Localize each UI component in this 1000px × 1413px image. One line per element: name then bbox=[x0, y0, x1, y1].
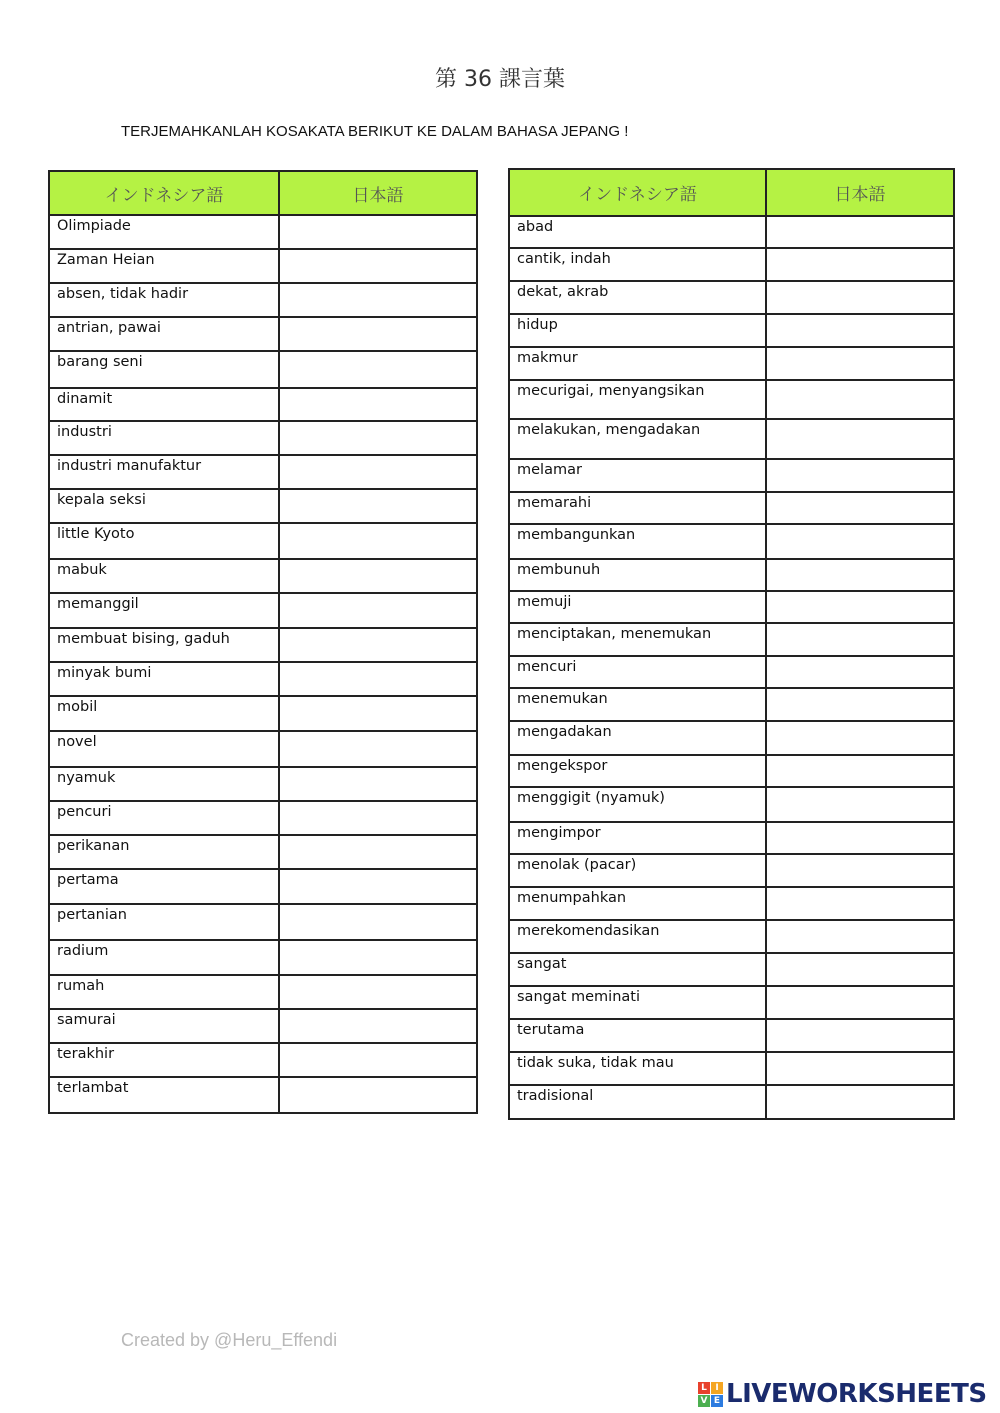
japanese-answer-field[interactable] bbox=[766, 380, 954, 419]
japanese-answer-field[interactable] bbox=[766, 459, 954, 492]
table-row bbox=[509, 248, 954, 281]
indonesian-word: mecurigai, menyangsikan bbox=[509, 380, 766, 419]
japanese-answer-field[interactable] bbox=[766, 216, 954, 248]
table-row bbox=[49, 904, 477, 940]
table-row bbox=[509, 492, 954, 524]
indonesian-word: minyak bumi bbox=[49, 662, 279, 696]
table-row bbox=[49, 421, 477, 455]
indonesian-word: tradisional bbox=[509, 1085, 766, 1119]
japanese-answer-field[interactable] bbox=[279, 696, 477, 731]
japanese-answer-field[interactable] bbox=[279, 559, 477, 593]
japanese-answer-field[interactable] bbox=[766, 755, 954, 787]
japanese-answer-field[interactable] bbox=[766, 656, 954, 688]
japanese-answer-field[interactable] bbox=[766, 623, 954, 656]
indonesian-word: memarahi bbox=[509, 492, 766, 524]
table-row bbox=[49, 869, 477, 904]
indonesian-word: menciptakan, menemukan bbox=[509, 623, 766, 656]
table-row bbox=[49, 1009, 477, 1043]
header-indonesian: インドネシア語 bbox=[49, 171, 279, 215]
table-row bbox=[509, 314, 954, 347]
japanese-answer-field[interactable] bbox=[279, 835, 477, 869]
indonesian-word: makmur bbox=[509, 347, 766, 380]
table-row bbox=[49, 388, 477, 421]
indonesian-word: mengimpor bbox=[509, 822, 766, 854]
japanese-answer-field[interactable] bbox=[766, 347, 954, 380]
vocab-table-left bbox=[48, 170, 478, 1114]
table-row bbox=[49, 351, 477, 388]
table-row bbox=[49, 1043, 477, 1077]
japanese-answer-field[interactable] bbox=[279, 388, 477, 421]
table-row bbox=[49, 767, 477, 801]
table-row bbox=[509, 524, 954, 559]
logo-badge-icon: L I V E bbox=[698, 1382, 723, 1407]
table-row bbox=[509, 721, 954, 755]
indonesian-word: menemukan bbox=[509, 688, 766, 721]
indonesian-word: memanggil bbox=[49, 593, 279, 628]
indonesian-word: tidak suka, tidak mau bbox=[509, 1052, 766, 1085]
japanese-answer-field[interactable] bbox=[279, 869, 477, 904]
japanese-answer-field[interactable] bbox=[279, 593, 477, 628]
header-indonesian: インドネシア語 bbox=[509, 169, 766, 216]
japanese-answer-field[interactable] bbox=[766, 854, 954, 887]
header-japanese: 日本語 bbox=[279, 171, 477, 215]
table-row bbox=[49, 559, 477, 593]
indonesian-word: membunuh bbox=[509, 559, 766, 591]
japanese-answer-field[interactable] bbox=[766, 787, 954, 822]
logo-text: LIVEWORKSHEETS bbox=[726, 1379, 987, 1409]
japanese-answer-field[interactable] bbox=[279, 421, 477, 455]
indonesian-word: menolak (pacar) bbox=[509, 854, 766, 887]
table-row bbox=[509, 347, 954, 380]
indonesian-word: menumpahkan bbox=[509, 887, 766, 920]
japanese-answer-field[interactable] bbox=[279, 455, 477, 489]
indonesian-word: membuat bising, gaduh bbox=[49, 628, 279, 662]
indonesian-word: industri bbox=[49, 421, 279, 455]
indonesian-word: sangat bbox=[509, 953, 766, 986]
japanese-answer-field[interactable] bbox=[766, 986, 954, 1019]
japanese-answer-field[interactable] bbox=[279, 731, 477, 767]
indonesian-word: barang seni bbox=[49, 351, 279, 388]
indonesian-word: mengekspor bbox=[509, 755, 766, 787]
table-row bbox=[509, 559, 954, 591]
table-row bbox=[49, 975, 477, 1009]
table-row bbox=[509, 787, 954, 822]
table-row bbox=[49, 523, 477, 559]
japanese-answer-field[interactable] bbox=[279, 767, 477, 801]
japanese-answer-field[interactable] bbox=[766, 920, 954, 953]
japanese-answer-field[interactable] bbox=[279, 1009, 477, 1043]
japanese-answer-field[interactable] bbox=[279, 904, 477, 940]
table-row bbox=[509, 419, 954, 459]
indonesian-word: hidup bbox=[509, 314, 766, 347]
japanese-answer-field[interactable] bbox=[279, 283, 477, 317]
japanese-answer-field[interactable] bbox=[766, 1052, 954, 1085]
japanese-answer-field[interactable] bbox=[766, 953, 954, 986]
indonesian-word: abad bbox=[509, 216, 766, 248]
indonesian-word: menggigit (nyamuk) bbox=[509, 787, 766, 822]
japanese-answer-field[interactable] bbox=[279, 1043, 477, 1077]
table-row bbox=[509, 656, 954, 688]
indonesian-word: memuji bbox=[509, 591, 766, 623]
table-row bbox=[509, 459, 954, 492]
table-row bbox=[509, 281, 954, 314]
table-row bbox=[509, 822, 954, 854]
japanese-answer-field[interactable] bbox=[766, 688, 954, 721]
table-row bbox=[49, 662, 477, 696]
table-row bbox=[509, 887, 954, 920]
table-row bbox=[49, 489, 477, 523]
indonesian-word: terutama bbox=[509, 1019, 766, 1052]
japanese-answer-field[interactable] bbox=[766, 248, 954, 281]
japanese-answer-field[interactable] bbox=[766, 591, 954, 623]
table-row bbox=[509, 1052, 954, 1085]
indonesian-word: terakhir bbox=[49, 1043, 279, 1077]
table-row bbox=[509, 623, 954, 656]
table-row bbox=[509, 986, 954, 1019]
japanese-answer-field[interactable] bbox=[279, 662, 477, 696]
indonesian-word: rumah bbox=[49, 975, 279, 1009]
japanese-answer-field[interactable] bbox=[766, 887, 954, 920]
indonesian-word: dinamit bbox=[49, 388, 279, 421]
japanese-answer-field[interactable] bbox=[766, 721, 954, 755]
indonesian-word: dekat, akrab bbox=[509, 281, 766, 314]
table-row bbox=[509, 1085, 954, 1119]
indonesian-word: mobil bbox=[49, 696, 279, 731]
header-row bbox=[49, 171, 477, 215]
indonesian-word: pencuri bbox=[49, 801, 279, 835]
japanese-answer-field[interactable] bbox=[279, 351, 477, 388]
japanese-answer-field[interactable] bbox=[279, 1077, 477, 1113]
page-title: 第 36 課言葉 bbox=[435, 67, 565, 92]
table-row bbox=[509, 380, 954, 419]
indonesian-word: sangat meminati bbox=[509, 986, 766, 1019]
liveworksheets-logo[interactable] bbox=[698, 1378, 987, 1410]
header-row bbox=[509, 169, 954, 216]
japanese-answer-field[interactable] bbox=[279, 523, 477, 559]
indonesian-word: kepala seksi bbox=[49, 489, 279, 523]
japanese-answer-field[interactable] bbox=[279, 489, 477, 523]
indonesian-word: mabuk bbox=[49, 559, 279, 593]
indonesian-word: Zaman Heian bbox=[49, 249, 279, 283]
japanese-answer-field[interactable] bbox=[279, 628, 477, 662]
table-row bbox=[49, 696, 477, 731]
table-row bbox=[49, 1077, 477, 1113]
indonesian-word: industri manufaktur bbox=[49, 455, 279, 489]
table-row bbox=[49, 835, 477, 869]
table-row bbox=[49, 593, 477, 628]
japanese-answer-field[interactable] bbox=[766, 822, 954, 854]
japanese-answer-field[interactable] bbox=[279, 215, 477, 249]
table-row bbox=[509, 1019, 954, 1052]
indonesian-word: mencuri bbox=[509, 656, 766, 688]
indonesian-word: perikanan bbox=[49, 835, 279, 869]
table-row bbox=[49, 215, 477, 249]
japanese-answer-field[interactable] bbox=[766, 1085, 954, 1119]
indonesian-word: samurai bbox=[49, 1009, 279, 1043]
indonesian-word: pertanian bbox=[49, 904, 279, 940]
indonesian-word: radium bbox=[49, 940, 279, 975]
indonesian-word: antrian, pawai bbox=[49, 317, 279, 351]
indonesian-word: membangunkan bbox=[509, 524, 766, 559]
table-row bbox=[49, 628, 477, 662]
japanese-answer-field[interactable] bbox=[766, 314, 954, 347]
japanese-answer-field[interactable] bbox=[279, 317, 477, 351]
indonesian-word: absen, tidak hadir bbox=[49, 283, 279, 317]
table-row bbox=[509, 688, 954, 721]
table-row bbox=[509, 755, 954, 787]
indonesian-word: novel bbox=[49, 731, 279, 767]
instruction-text: TERJEMAHKANLAH KOSAKATA BERIKUT KE DALAM BAHASA JEPANG ! bbox=[121, 123, 629, 140]
table-row bbox=[49, 940, 477, 975]
japanese-answer-field[interactable] bbox=[766, 524, 954, 559]
table-row bbox=[509, 591, 954, 623]
table-row bbox=[49, 455, 477, 489]
indonesian-word: merekomendasikan bbox=[509, 920, 766, 953]
japanese-answer-field[interactable] bbox=[766, 1019, 954, 1052]
indonesian-word: Olimpiade bbox=[49, 215, 279, 249]
japanese-answer-field[interactable] bbox=[279, 975, 477, 1009]
table-row bbox=[509, 953, 954, 986]
table-row bbox=[49, 283, 477, 317]
japanese-answer-field[interactable] bbox=[766, 281, 954, 314]
table-row bbox=[49, 317, 477, 351]
table-row bbox=[49, 731, 477, 767]
table-row bbox=[49, 801, 477, 835]
table-row bbox=[509, 216, 954, 248]
header-japanese: 日本語 bbox=[766, 169, 954, 216]
indonesian-word: cantik, indah bbox=[509, 248, 766, 281]
japanese-answer-field[interactable] bbox=[766, 492, 954, 524]
indonesian-word: terlambat bbox=[49, 1077, 279, 1113]
indonesian-word: melakukan, mengadakan bbox=[509, 419, 766, 459]
japanese-answer-field[interactable] bbox=[279, 249, 477, 283]
table-row bbox=[49, 249, 477, 283]
japanese-answer-field[interactable] bbox=[766, 559, 954, 591]
indonesian-word: nyamuk bbox=[49, 767, 279, 801]
table-row bbox=[509, 854, 954, 887]
indonesian-word: pertama bbox=[49, 869, 279, 904]
indonesian-word: mengadakan bbox=[509, 721, 766, 755]
indonesian-word: little Kyoto bbox=[49, 523, 279, 559]
table-row bbox=[509, 920, 954, 953]
japanese-answer-field[interactable] bbox=[766, 419, 954, 459]
japanese-answer-field[interactable] bbox=[279, 940, 477, 975]
japanese-answer-field[interactable] bbox=[279, 801, 477, 835]
vocab-table-right bbox=[508, 168, 955, 1120]
credit-text: Created by @Heru_Effendi bbox=[121, 1330, 338, 1350]
indonesian-word: melamar bbox=[509, 459, 766, 492]
